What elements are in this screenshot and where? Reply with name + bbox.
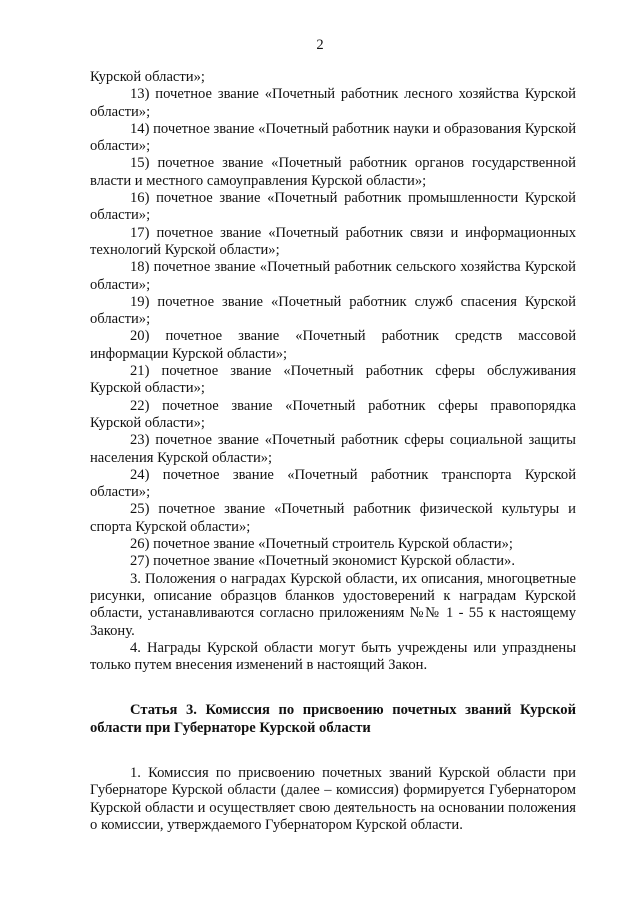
list-item: 3. Положения о наградах Курской области, их описания, многоцветные рисунки, описание образцов бланков удостоверений к наградам Курской области, устанавливаются согласно приложениям №№ 1 - 55 к настоящему Закону. bbox=[90, 570, 576, 639]
list-item: 24) почетное звание «Почетный работник транспорта Курской области»; bbox=[90, 466, 576, 501]
list-item: 13) почетное звание «Почетный работник лесного хозяйства Курской области»; bbox=[90, 86, 576, 120]
article-paragraph: 1. Комиссия по присвоению почетных званий Курской области при Губернаторе Курской области (далее – комиссия) формируется Губернатором Курской области и осуществляет свою деятельность на основании положения о комиссии, утверждаемого Губернатором Курской области. bbox=[90, 764, 576, 833]
list-item: 21) почетное звание «Почетный работник сферы обслуживания Курской области»; bbox=[90, 363, 576, 397]
list-item: 25) почетное звание «Почетный работник физической культуры и спорта Курской области»; bbox=[90, 501, 576, 535]
list-item: 19) почетное звание «Почетный работник служб спасения Курской области»; bbox=[90, 293, 576, 328]
list-item: 23) почетное звание «Почетный работник сферы социальной защиты населения Курской области»; bbox=[90, 432, 576, 466]
list-item: 18) почетное звание «Почетный работник сельского хозяйства Курской области»; bbox=[90, 259, 576, 293]
award-list bbox=[90, 69, 576, 674]
document-body bbox=[90, 69, 576, 834]
article-heading: Статья 3. Комиссия по присвоению почетных званий Курской области при Губернаторе Курской области bbox=[90, 702, 576, 736]
list-item: 17) почетное звание «Почетный работник связи и информационных технологий Курской области»; bbox=[90, 224, 576, 258]
list-item: 20) почетное звание «Почетный работник средств массовой информации Курской области»; bbox=[90, 328, 576, 362]
list-item: 27) почетное звание «Почетный экономист Курской области». bbox=[130, 553, 515, 570]
list-item: 14) почетное звание «Почетный работник науки и образования Курской области»; bbox=[90, 120, 576, 155]
list-item: 16) почетное звание «Почетный работник промышленности Курской области»; bbox=[90, 190, 576, 224]
list-item: 15) почетное звание «Почетный работник органов государственной власти и местного самоуправления Курской области»; bbox=[90, 155, 576, 189]
list-item: 26) почетное звание «Почетный строитель Курской области»; bbox=[130, 536, 513, 553]
list-item: 22) почетное звание «Почетный работник сферы правопорядка Курской области»; bbox=[90, 397, 576, 431]
list-item: 4. Награды Курской области могут быть учреждены или упразднены только путем внесения изменений в настоящий Закон. bbox=[90, 639, 576, 674]
page-number: 2 bbox=[316, 37, 324, 53]
list-item: Курской области»; bbox=[90, 69, 205, 85]
